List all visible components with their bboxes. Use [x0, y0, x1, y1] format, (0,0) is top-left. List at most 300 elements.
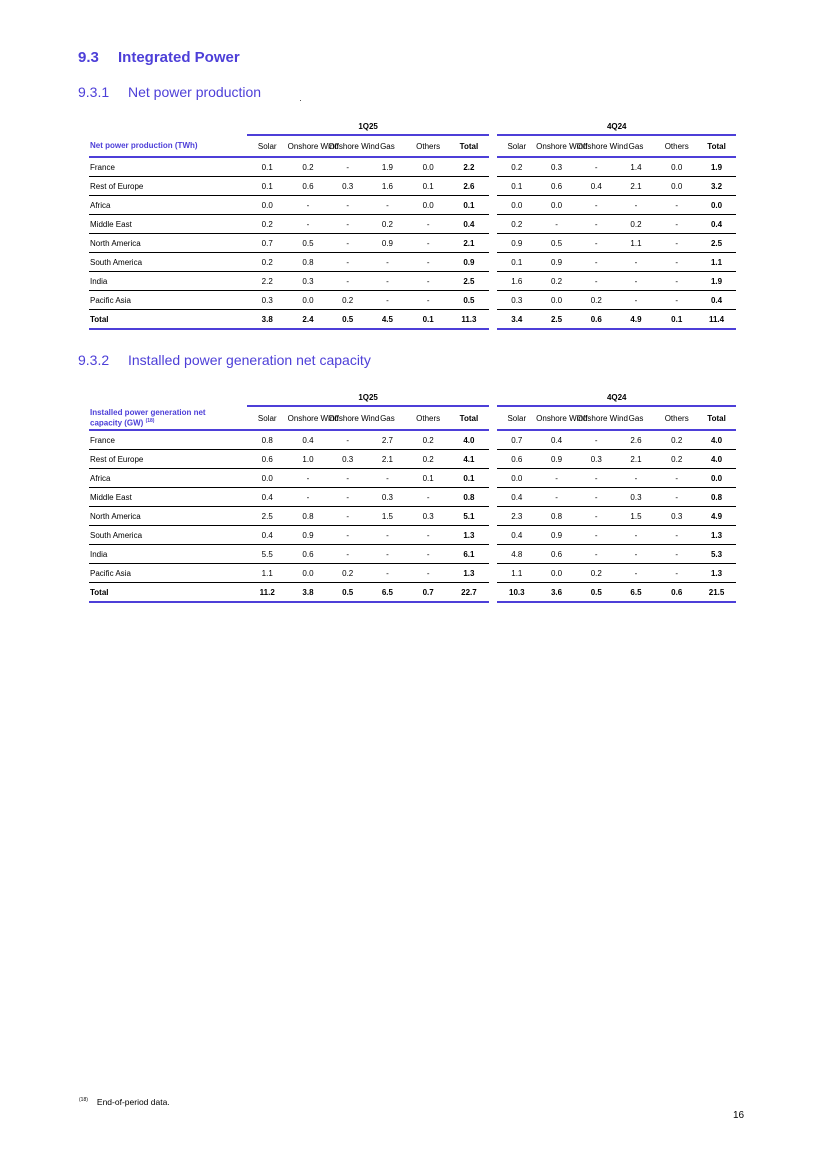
column-gap	[489, 177, 497, 196]
column-header: Gas	[367, 406, 408, 430]
column-header: Onshore Wind	[288, 135, 329, 157]
table-cell: 0.2	[247, 215, 288, 234]
table-cell: 1.6	[497, 272, 536, 291]
table-cell: -	[577, 430, 616, 450]
table-cell: 0.1	[656, 310, 697, 330]
row-label: North America	[89, 507, 247, 526]
column-gap	[489, 450, 497, 469]
table-cell: -	[616, 253, 657, 272]
column-header: Total	[697, 406, 736, 430]
table-cell: 0.2	[497, 157, 536, 177]
table-cell: 2.1	[367, 450, 408, 469]
table-cell: 22.7	[449, 583, 490, 603]
table-cell: -	[288, 469, 329, 488]
subsection-title: Net power production	[128, 84, 262, 100]
net-power-production-table	[89, 118, 736, 330]
table-row	[89, 196, 736, 215]
table-cell: 0.0	[408, 157, 449, 177]
table-cell: 0.0	[536, 196, 577, 215]
table-cell: 2.2	[247, 272, 288, 291]
table-cell: -	[656, 526, 697, 545]
table-row	[89, 469, 736, 488]
installed-capacity-table	[89, 389, 736, 603]
table-cell: 0.0	[288, 564, 329, 583]
page-number: 16	[733, 1110, 745, 1121]
table-cell: 3.6	[536, 583, 577, 603]
table-cell: -	[536, 215, 577, 234]
table-cell: 2.5	[247, 507, 288, 526]
table-cell: -	[656, 291, 697, 310]
table-cell: 0.9	[288, 526, 329, 545]
row-label: South America	[89, 253, 247, 272]
column-header: Solar	[497, 406, 536, 430]
column-gap	[489, 406, 497, 430]
table-cell: -	[367, 291, 408, 310]
group-header-1q25: 1Q25	[247, 118, 489, 135]
table-cell: 1.9	[367, 157, 408, 177]
table-row	[89, 450, 736, 469]
table-cell: -	[616, 526, 657, 545]
table-cell: -	[328, 526, 367, 545]
row-label: Middle East	[89, 215, 247, 234]
table-cell: 1.3	[697, 564, 736, 583]
table-cell: 0.3	[497, 291, 536, 310]
column-header: Offshore Wind	[577, 406, 616, 430]
table-cell: 0.1	[408, 310, 449, 330]
table-cell: 0.1	[449, 196, 490, 215]
table-cell: 0.9	[536, 450, 577, 469]
table-cell: 0.4	[247, 488, 288, 507]
subsection-heading-net-power	[78, 84, 261, 100]
table-cell: 11.4	[697, 310, 736, 330]
table-cell: 21.5	[697, 583, 736, 603]
table-cell: 0.6	[288, 177, 329, 196]
column-gap	[489, 157, 497, 177]
table-cell: -	[577, 545, 616, 564]
table-cell: 0.2	[367, 215, 408, 234]
table-cell: 0.3	[408, 507, 449, 526]
table-cell: -	[656, 253, 697, 272]
table-cell: -	[367, 545, 408, 564]
table-cell: 11.2	[247, 583, 288, 603]
table-cell: 3.4	[497, 310, 536, 330]
row-label: Pacific Asia	[89, 291, 247, 310]
table-row	[89, 526, 736, 545]
table-cell: 0.5	[288, 234, 329, 253]
table-cell: 2.6	[616, 430, 657, 450]
table-cell: 0.2	[328, 291, 367, 310]
table-cell: 0.4	[536, 430, 577, 450]
table-cell: 0.4	[577, 177, 616, 196]
table-cell: 0.2	[656, 430, 697, 450]
table-row	[89, 507, 736, 526]
column-gap	[489, 526, 497, 545]
table-cell: -	[328, 469, 367, 488]
table-cell: -	[577, 234, 616, 253]
group-header-1q25: 1Q25	[247, 389, 489, 406]
table-cell: -	[616, 196, 657, 215]
table-cell: 6.1	[449, 545, 490, 564]
table-cell: 0.2	[656, 450, 697, 469]
table-cell: 0.6	[577, 310, 616, 330]
table-cell: 2.2	[449, 157, 490, 177]
table-cell: 0.6	[536, 177, 577, 196]
table-cell: -	[367, 196, 408, 215]
column-gap	[489, 583, 497, 603]
table-cell: 0.5	[536, 234, 577, 253]
table-cell: 0.0	[656, 157, 697, 177]
table-cell: -	[616, 564, 657, 583]
row-label: North America	[89, 234, 247, 253]
table-cell: 2.5	[697, 234, 736, 253]
column-gap	[489, 469, 497, 488]
table-row	[89, 291, 736, 310]
table-cell: -	[656, 272, 697, 291]
table-cell: -	[328, 234, 367, 253]
table-cell: -	[408, 272, 449, 291]
table-cell: 2.1	[616, 450, 657, 469]
table-cell: 0.3	[536, 157, 577, 177]
row-label: Total	[89, 310, 247, 330]
table-cell: 0.2	[408, 450, 449, 469]
table-cell: 0.5	[449, 291, 490, 310]
column-header: Others	[656, 406, 697, 430]
column-header: Gas	[367, 135, 408, 157]
group-header-4q24: 4Q24	[497, 389, 736, 406]
table-cell: 0.3	[367, 488, 408, 507]
table-cell: -	[288, 196, 329, 215]
table-cell: 0.0	[697, 469, 736, 488]
table-cell: -	[288, 215, 329, 234]
footnote	[79, 1097, 170, 1107]
table-cell: -	[536, 488, 577, 507]
table-cell: -	[656, 234, 697, 253]
column-gap	[489, 507, 497, 526]
table-cell: -	[616, 469, 657, 488]
stray-mark	[300, 100, 301, 101]
table-cell: 0.1	[247, 177, 288, 196]
table-cell: 0.6	[656, 583, 697, 603]
table-cell: 0.5	[328, 583, 367, 603]
table-cell: -	[577, 507, 616, 526]
table-cell: 1.3	[449, 564, 490, 583]
table-cell: -	[656, 215, 697, 234]
table-cell: -	[408, 291, 449, 310]
table-row	[89, 488, 736, 507]
table-cell: 2.4	[288, 310, 329, 330]
table-cell: 2.1	[449, 234, 490, 253]
row-label: South America	[89, 526, 247, 545]
table-cell: -	[656, 545, 697, 564]
table-cell: 0.1	[449, 469, 490, 488]
table-cell: -	[328, 196, 367, 215]
subsection-heading-capacity	[78, 352, 371, 368]
footnote-marker: (18)	[79, 1097, 88, 1103]
table-cell: 0.7	[497, 430, 536, 450]
section-heading	[78, 49, 240, 66]
column-gap	[489, 430, 497, 450]
table-cell: 4.0	[449, 430, 490, 450]
table-cell: 3.8	[247, 310, 288, 330]
table-cell: 0.3	[616, 488, 657, 507]
table-cell: 0.4	[697, 291, 736, 310]
table-cell: -	[656, 196, 697, 215]
table-cell: -	[577, 253, 616, 272]
subsection-number: 9.3.2	[78, 352, 110, 368]
table-cell: 0.2	[577, 564, 616, 583]
table-row	[89, 564, 736, 583]
row-header: Net power production (TWh)	[89, 135, 247, 157]
table-cell: 1.9	[697, 157, 736, 177]
table-cell: 4.9	[616, 310, 657, 330]
table-cell: 4.0	[697, 450, 736, 469]
table-cell: -	[408, 488, 449, 507]
table-cell: -	[656, 469, 697, 488]
table-cell: -	[408, 545, 449, 564]
table-cell: 4.9	[697, 507, 736, 526]
table-cell: 1.1	[616, 234, 657, 253]
table-cell: 5.1	[449, 507, 490, 526]
table-cell: 0.3	[247, 291, 288, 310]
table-cell: 1.5	[616, 507, 657, 526]
table-cell: 0.4	[497, 488, 536, 507]
column-header: Onshore Wind	[536, 135, 577, 157]
table-cell: 3.8	[288, 583, 329, 603]
column-header: Others	[408, 406, 449, 430]
table-cell: 1.1	[497, 564, 536, 583]
row-label: Pacific Asia	[89, 564, 247, 583]
table-cell: 0.9	[449, 253, 490, 272]
table-cell: 0.3	[656, 507, 697, 526]
table-cell: 5.3	[697, 545, 736, 564]
table-cell: 1.4	[616, 157, 657, 177]
table-cell: 0.4	[449, 215, 490, 234]
table-cell: -	[288, 488, 329, 507]
row-label: Africa	[89, 196, 247, 215]
table-cell: -	[367, 272, 408, 291]
table-cell: 0.2	[408, 430, 449, 450]
table-cell: 0.8	[697, 488, 736, 507]
table-cell: -	[408, 215, 449, 234]
table-cell: -	[616, 545, 657, 564]
table-cell: 0.1	[408, 177, 449, 196]
table-cell: -	[577, 526, 616, 545]
table-cell: 0.0	[536, 564, 577, 583]
table-cell: -	[328, 253, 367, 272]
table-cell: 0.2	[577, 291, 616, 310]
table-cell: 0.1	[408, 469, 449, 488]
table-cell: 0.0	[697, 196, 736, 215]
row-header	[89, 406, 247, 430]
table-cell: 0.9	[497, 234, 536, 253]
table-cell: 2.5	[449, 272, 490, 291]
table-total-row	[89, 310, 736, 330]
table-cell: 0.0	[656, 177, 697, 196]
table-cell: 0.8	[288, 507, 329, 526]
table-cell: -	[328, 272, 367, 291]
column-header: Onshore Wind	[536, 406, 577, 430]
table-cell: 0.0	[408, 196, 449, 215]
table-cell: -	[408, 526, 449, 545]
column-header: Gas	[616, 406, 657, 430]
row-header-line1: Installed power generation net	[90, 407, 206, 417]
row-label: France	[89, 157, 247, 177]
column-header: Solar	[247, 406, 288, 430]
table-cell: 0.0	[247, 196, 288, 215]
table-cell: -	[328, 507, 367, 526]
column-header: Total	[697, 135, 736, 157]
subsection-title: Installed power generation net capacity	[128, 352, 371, 368]
table-cell: -	[577, 215, 616, 234]
column-gap	[489, 234, 497, 253]
table-cell: 4.0	[697, 430, 736, 450]
column-header: Solar	[497, 135, 536, 157]
row-label: India	[89, 272, 247, 291]
row-label: Rest of Europe	[89, 177, 247, 196]
footnote-ref: (18)	[145, 417, 155, 424]
table-cell: 1.9	[697, 272, 736, 291]
column-gap	[489, 564, 497, 583]
table-cell: 2.5	[536, 310, 577, 330]
table-cell: 5.5	[247, 545, 288, 564]
table-cell: 1.5	[367, 507, 408, 526]
table-cell: 0.9	[536, 526, 577, 545]
row-label: Africa	[89, 469, 247, 488]
group-header-4q24: 4Q24	[497, 118, 736, 135]
column-header: Others	[408, 135, 449, 157]
column-gap	[489, 310, 497, 330]
table-cell: 0.6	[247, 450, 288, 469]
table-row	[89, 157, 736, 177]
table-cell: 1.1	[247, 564, 288, 583]
table-cell: -	[577, 157, 616, 177]
column-header: Total	[449, 135, 490, 157]
table-row	[89, 215, 736, 234]
table-cell: 0.0	[536, 291, 577, 310]
table-cell: -	[328, 430, 367, 450]
column-header: Solar	[247, 135, 288, 157]
table-cell: 1.0	[288, 450, 329, 469]
table-cell: -	[577, 196, 616, 215]
table-cell: 0.7	[408, 583, 449, 603]
table-cell: -	[328, 488, 367, 507]
table-cell: 6.5	[367, 583, 408, 603]
table-cell: 0.0	[247, 469, 288, 488]
table-row	[89, 253, 736, 272]
table-cell: 4.1	[449, 450, 490, 469]
table-cell: 0.7	[247, 234, 288, 253]
table-cell: -	[656, 564, 697, 583]
table-cell: 0.0	[288, 291, 329, 310]
column-gap	[489, 488, 497, 507]
table-cell: 0.1	[247, 157, 288, 177]
table-cell: 2.3	[497, 507, 536, 526]
table-row	[89, 545, 736, 564]
table-cell: -	[408, 564, 449, 583]
table-cell: 0.2	[536, 272, 577, 291]
table-cell: -	[367, 526, 408, 545]
column-gap	[489, 253, 497, 272]
table-row	[89, 430, 736, 450]
table-cell: 0.4	[247, 526, 288, 545]
table-cell: 0.6	[497, 450, 536, 469]
table-cell: 0.0	[497, 196, 536, 215]
table-cell: 1.3	[697, 526, 736, 545]
table-cell: -	[328, 215, 367, 234]
table-cell: -	[616, 291, 657, 310]
table-cell: -	[577, 469, 616, 488]
table-cell: 0.3	[288, 272, 329, 291]
table-cell: 0.3	[328, 450, 367, 469]
row-label: Rest of Europe	[89, 450, 247, 469]
column-gap	[489, 291, 497, 310]
table-cell: -	[367, 253, 408, 272]
column-header: Offshore Wind	[328, 135, 367, 157]
table-cell: 0.6	[536, 545, 577, 564]
table-cell: 0.2	[247, 253, 288, 272]
table-cell: -	[367, 469, 408, 488]
table-cell: 4.8	[497, 545, 536, 564]
table-cell: 2.6	[449, 177, 490, 196]
table-cell: 2.7	[367, 430, 408, 450]
column-gap	[489, 545, 497, 564]
row-label: Middle East	[89, 488, 247, 507]
table-cell: 0.5	[328, 310, 367, 330]
table-cell: -	[408, 234, 449, 253]
table-cell: 11.3	[449, 310, 490, 330]
table-cell: 0.9	[367, 234, 408, 253]
column-header: Offshore Wind	[577, 135, 616, 157]
column-header: Offshore Wind	[328, 406, 367, 430]
table-cell: -	[577, 272, 616, 291]
table-total-row	[89, 583, 736, 603]
table-cell: 0.2	[497, 215, 536, 234]
table-cell: 2.1	[616, 177, 657, 196]
table-row	[89, 234, 736, 253]
table-cell: 6.5	[616, 583, 657, 603]
table-cell: -	[656, 488, 697, 507]
table-cell: -	[536, 469, 577, 488]
table-cell: 0.3	[328, 177, 367, 196]
table-cell: 0.3	[577, 450, 616, 469]
table-cell: 1.1	[697, 253, 736, 272]
table-cell: 0.8	[247, 430, 288, 450]
table-row	[89, 177, 736, 196]
table-cell: 0.8	[449, 488, 490, 507]
table-cell: 0.4	[697, 215, 736, 234]
table-cell: 0.9	[536, 253, 577, 272]
table-cell: 10.3	[497, 583, 536, 603]
table-cell: 0.0	[497, 469, 536, 488]
table-cell: 3.2	[697, 177, 736, 196]
table-cell: 0.2	[616, 215, 657, 234]
table-cell: -	[367, 564, 408, 583]
table-cell: -	[616, 272, 657, 291]
row-label: France	[89, 430, 247, 450]
column-gap	[489, 215, 497, 234]
subsection-number: 9.3.1	[78, 84, 110, 100]
table-cell: 0.4	[497, 526, 536, 545]
table-cell: 0.2	[288, 157, 329, 177]
table-cell: -	[328, 545, 367, 564]
column-gap	[489, 272, 497, 291]
column-header: Onshore Wind	[288, 406, 329, 430]
table-cell: 1.3	[449, 526, 490, 545]
table-cell: -	[577, 488, 616, 507]
section-number: 9.3	[78, 49, 99, 66]
column-gap	[489, 135, 497, 157]
row-label: India	[89, 545, 247, 564]
